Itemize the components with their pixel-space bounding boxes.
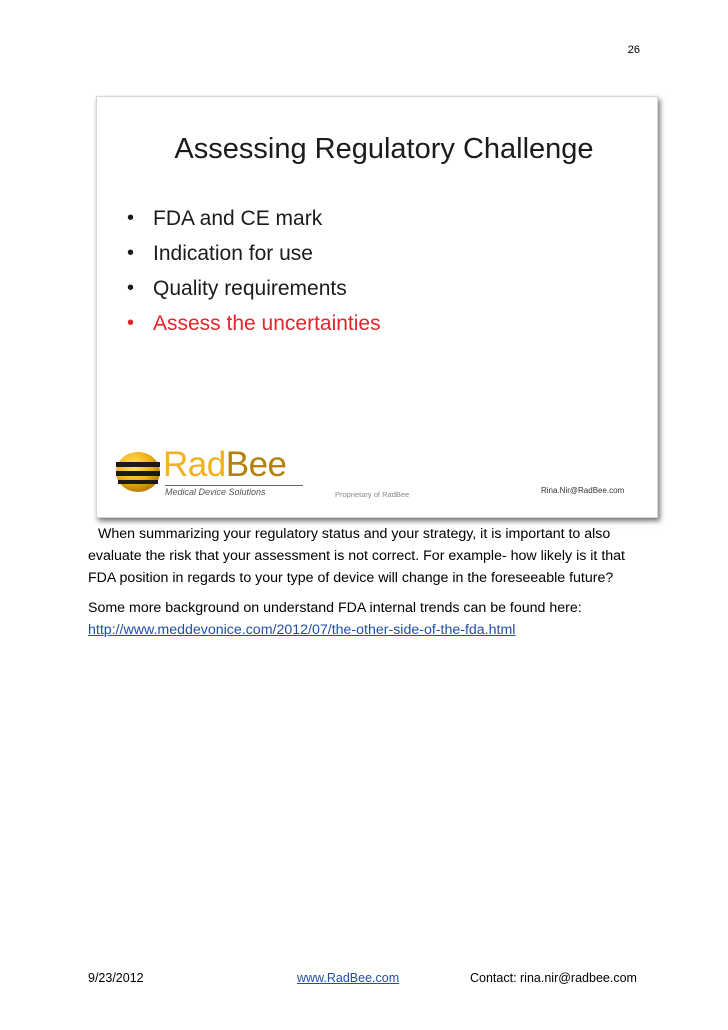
bullet-dot: • [127, 312, 135, 334]
bullet-dot: • [127, 242, 135, 264]
slide-bullet-list [127, 201, 381, 341]
bullet-text: FDA and CE mark [153, 206, 323, 230]
slide-image [96, 96, 658, 518]
proprietary-note: Proprietary of RadBee [335, 490, 410, 499]
slide-email: Rina.Nir@RadBee.com [541, 486, 625, 495]
bullet-text: Indication for use [153, 241, 313, 265]
slide-title: Assessing Regulatory Challenge [174, 133, 594, 165]
bee-stripe-logo-icon [115, 449, 161, 495]
radbee-logo [115, 447, 315, 497]
body-paragraph: When summarizing your regulatory status and your strategy, it is important to also evaluate the risk that your assessment is not correct. For example- how likely is it that FDA position in regards to your type of device will change in the foreseeable future? [88, 526, 625, 586]
bullet-dot: • [127, 207, 135, 229]
bullet-text: Assess the uncertainties [153, 311, 381, 335]
slide-bullet [127, 271, 381, 306]
page-number: 26 [627, 44, 640, 56]
bullet-text: Quality requirements [153, 276, 347, 300]
slide-bullet [127, 201, 381, 236]
footer-date: 9/23/2012 [88, 971, 144, 985]
logo-wordmark: RadBee [163, 445, 287, 484]
bullet-dot: • [127, 277, 135, 299]
footer-website-link[interactable]: www.RadBee.com [297, 971, 400, 985]
footer-contact: Contact: rina.nir@radbee.com [470, 971, 637, 985]
slide-bullet-highlighted [127, 306, 381, 341]
slide-bullet [127, 236, 381, 271]
body-paragraph: Some more background on understand FDA internal trends can be found here: [88, 600, 582, 616]
logo-tagline: Medical Device Solutions [165, 485, 303, 497]
body-text [88, 523, 648, 641]
article-link[interactable]: http://www.meddevonice.com/2012/07/the-other-side-of-the-fda.html [88, 622, 516, 638]
